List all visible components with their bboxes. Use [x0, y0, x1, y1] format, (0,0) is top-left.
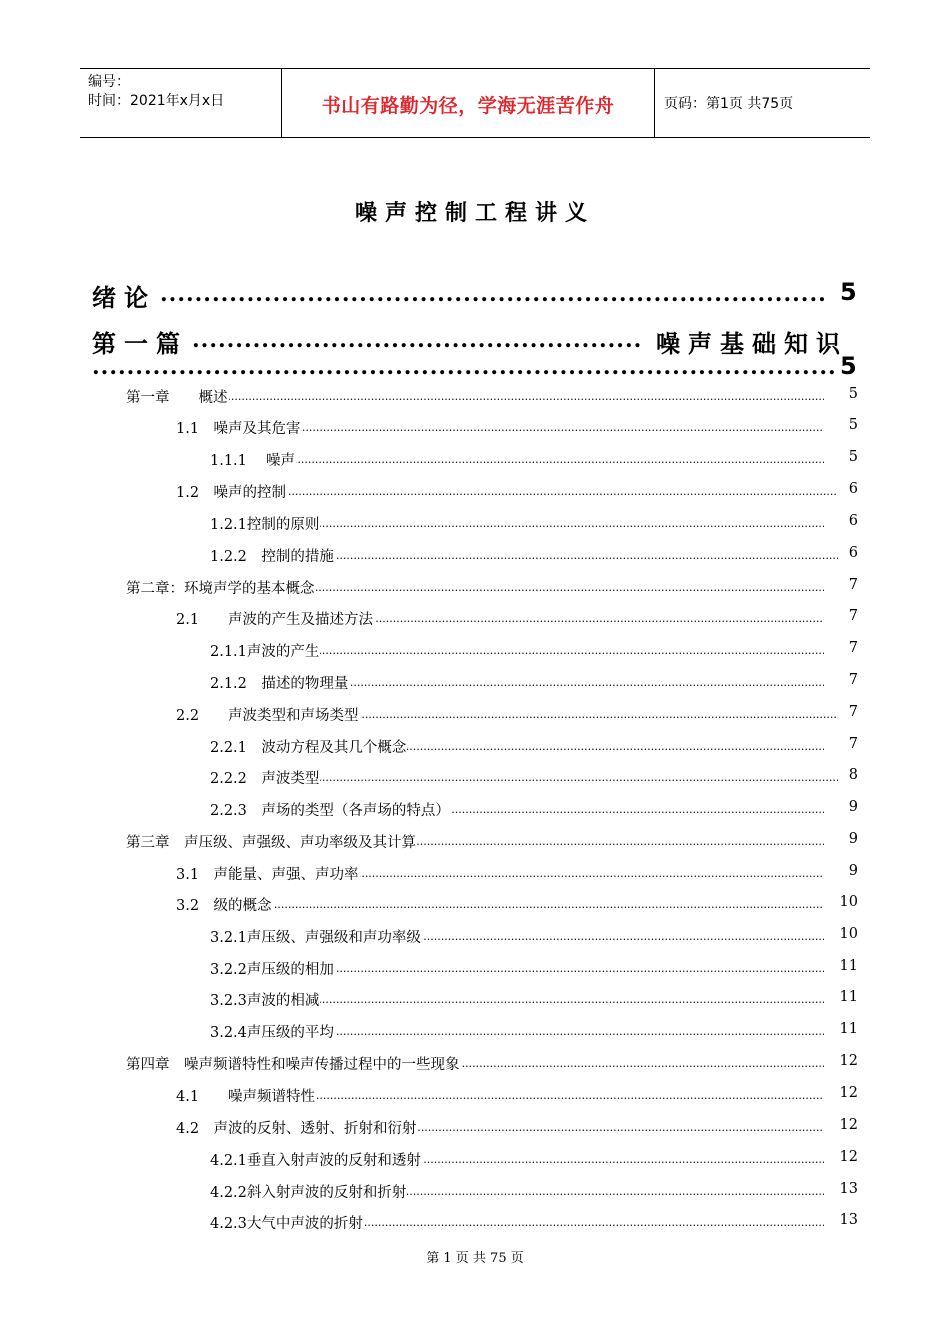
toc-entry-label: 4.2.3大气中声波的折射 [210, 1212, 364, 1233]
toc-entry-page: 12 [839, 1085, 858, 1101]
toc-entry-page: 9 [848, 799, 858, 815]
toc-entry-page: 11 [839, 989, 858, 1005]
toc-entry-label: 1.1.1 噪声 [210, 449, 296, 470]
toc-major-leader [92, 356, 838, 378]
toc-entry-page: 10 [839, 894, 858, 910]
toc-entry[interactable] [210, 1021, 870, 1053]
toc-entry[interactable] [176, 1117, 870, 1149]
toc-entry-label: 3.2 级的概念 [176, 894, 273, 915]
toc-entry-label: 3.2.2声压级的相加 [210, 958, 335, 979]
toc-entry-label: 3.1 声能量、声强、声功率 [176, 863, 360, 884]
toc-entry-page: 7 [848, 577, 858, 593]
toc-entry-label: 4.2 声波的反射、透射、折射和衍射 [176, 1117, 418, 1138]
toc-entry-page: 13 [839, 1181, 858, 1197]
toc-entry-label: 4.2.2斜入射声波的反射和折射 [210, 1181, 407, 1202]
toc-entry-label: 3.2.1声压级、声强级和声功率级 [210, 926, 422, 947]
toc-entry[interactable] [210, 1212, 870, 1244]
toc-leader [210, 449, 824, 471]
toc-entry-label: 2.2.1 波动方程及其几个概念 [210, 736, 407, 757]
toc-entry-label: 2.2.2 声波类型 [210, 767, 320, 788]
toc-entry-label: 1.2.2 控制的措施 [210, 545, 335, 566]
toc-entry[interactable] [210, 672, 870, 704]
toc-entry-label: 2.2.3 声场的类型（各声场的特点） [210, 799, 451, 820]
toc-entry-label: 2.1.1声波的产生 [210, 640, 320, 661]
toc-entry[interactable] [176, 608, 870, 640]
toc-major-page: 5 [840, 278, 857, 306]
page-footer: 第 1 页 共 75 页 [426, 1251, 524, 1266]
toc-entry[interactable] [210, 449, 870, 481]
toc-entry[interactable] [210, 1149, 870, 1181]
toc-entry-page: 12 [839, 1053, 858, 1069]
toc-entry-label: 4.2.1垂直入射声波的反射和透射 [210, 1149, 422, 1170]
header-divider [654, 69, 655, 137]
toc-entry-page: 9 [848, 863, 858, 879]
toc-entry-page: 9 [848, 831, 858, 847]
toc-entry-page: 5 [848, 449, 858, 465]
toc-entry-page: 7 [848, 640, 858, 656]
header-table [80, 68, 870, 138]
toc-entry[interactable] [176, 894, 870, 926]
toc-major-right-label: 噪声基础知识 [656, 330, 848, 358]
toc-entry[interactable] [176, 863, 870, 895]
toc-major-label: 绪论 [92, 284, 156, 312]
toc-entry-page: 5 [848, 417, 858, 433]
toc-entry-label: 2.1 声波的产生及描述方法 [176, 608, 374, 629]
toc-entry[interactable] [210, 1181, 870, 1213]
toc-entry-label: 2.2 声波类型和声场类型 [176, 704, 360, 725]
toc-entry-page: 13 [839, 1212, 858, 1228]
toc-entry-page: 12 [839, 1117, 858, 1133]
toc-entry[interactable] [210, 545, 870, 577]
toc-major-page: 5 [840, 352, 857, 380]
header-meta [88, 73, 224, 111]
toc-entry-page: 5 [848, 386, 858, 402]
toc-entry[interactable] [210, 767, 870, 799]
toc-entry-label: 1.2.1控制的原则 [210, 513, 320, 534]
header-page-label: 页码：第1页 共75页 [664, 96, 794, 112]
toc-entry-label: 第三章 声压级、声强级、声功率级及其计算 [126, 831, 417, 852]
toc-entry-page: 8 [848, 767, 858, 783]
number-label: 编号： [88, 74, 130, 90]
toc-major-leader [192, 329, 640, 351]
toc-entry-label: 第四章 噪声频谱特性和噪声传播过程中的一些现象 [126, 1053, 461, 1074]
toc-entry[interactable] [210, 958, 870, 990]
toc-entry-page: 6 [848, 481, 858, 497]
toc-entry[interactable] [210, 640, 870, 672]
toc-entry-page: 11 [839, 1021, 858, 1037]
toc-entry-page: 7 [848, 704, 858, 720]
toc-entry-page: 6 [848, 545, 858, 561]
toc-entry-label: 3.2.4声压级的平均 [210, 1021, 335, 1042]
toc-entry[interactable] [210, 799, 870, 831]
toc-entry-label: 第二章：环境声学的基本概念 [126, 577, 316, 598]
toc-entry[interactable] [210, 513, 870, 545]
toc-entry[interactable] [210, 989, 870, 1021]
toc-entry-label: 3.2.3声波的相减 [210, 989, 320, 1010]
toc-entry-page: 6 [848, 513, 858, 529]
toc-entry-page: 11 [839, 958, 858, 974]
toc-entry-page: 12 [839, 1149, 858, 1165]
toc-entry[interactable] [126, 386, 870, 418]
toc-leader [176, 894, 824, 916]
toc-entry-label: 第一章 概述 [126, 386, 229, 407]
toc-entry[interactable] [176, 704, 870, 736]
toc-entry[interactable] [126, 831, 870, 863]
toc-major-label: 第一篇 [92, 330, 188, 358]
toc-entry-page: 7 [848, 608, 858, 624]
toc-entry-page: 10 [839, 926, 858, 942]
toc-leader [126, 386, 824, 408]
toc-entry-label: 1.2 噪声的控制 [176, 481, 287, 502]
toc-entry-label: 4.1 噪声频谱特性 [176, 1085, 316, 1106]
document-title: 噪声控制工程讲义 [354, 201, 595, 226]
toc-entry[interactable] [210, 926, 870, 958]
toc-major-leader [160, 283, 828, 305]
toc-entry[interactable] [126, 1053, 870, 1085]
toc-entry-page: 7 [848, 736, 858, 752]
time-label: 时间：2021年x月x日 [88, 93, 225, 109]
toc-entry[interactable] [210, 736, 870, 768]
toc-entry[interactable] [126, 577, 870, 609]
toc-entry-page: 7 [848, 672, 858, 688]
toc-entry-label: 2.1.2 描述的物理量 [210, 672, 349, 693]
toc-entry[interactable] [176, 481, 870, 513]
toc-entry[interactable] [176, 1085, 870, 1117]
toc-entry-label: 1.1 噪声及其危害 [176, 417, 302, 438]
header-motto: 书山有路勤为径，学海无涯苦作舟 [321, 95, 615, 117]
toc-entry[interactable] [176, 417, 870, 449]
